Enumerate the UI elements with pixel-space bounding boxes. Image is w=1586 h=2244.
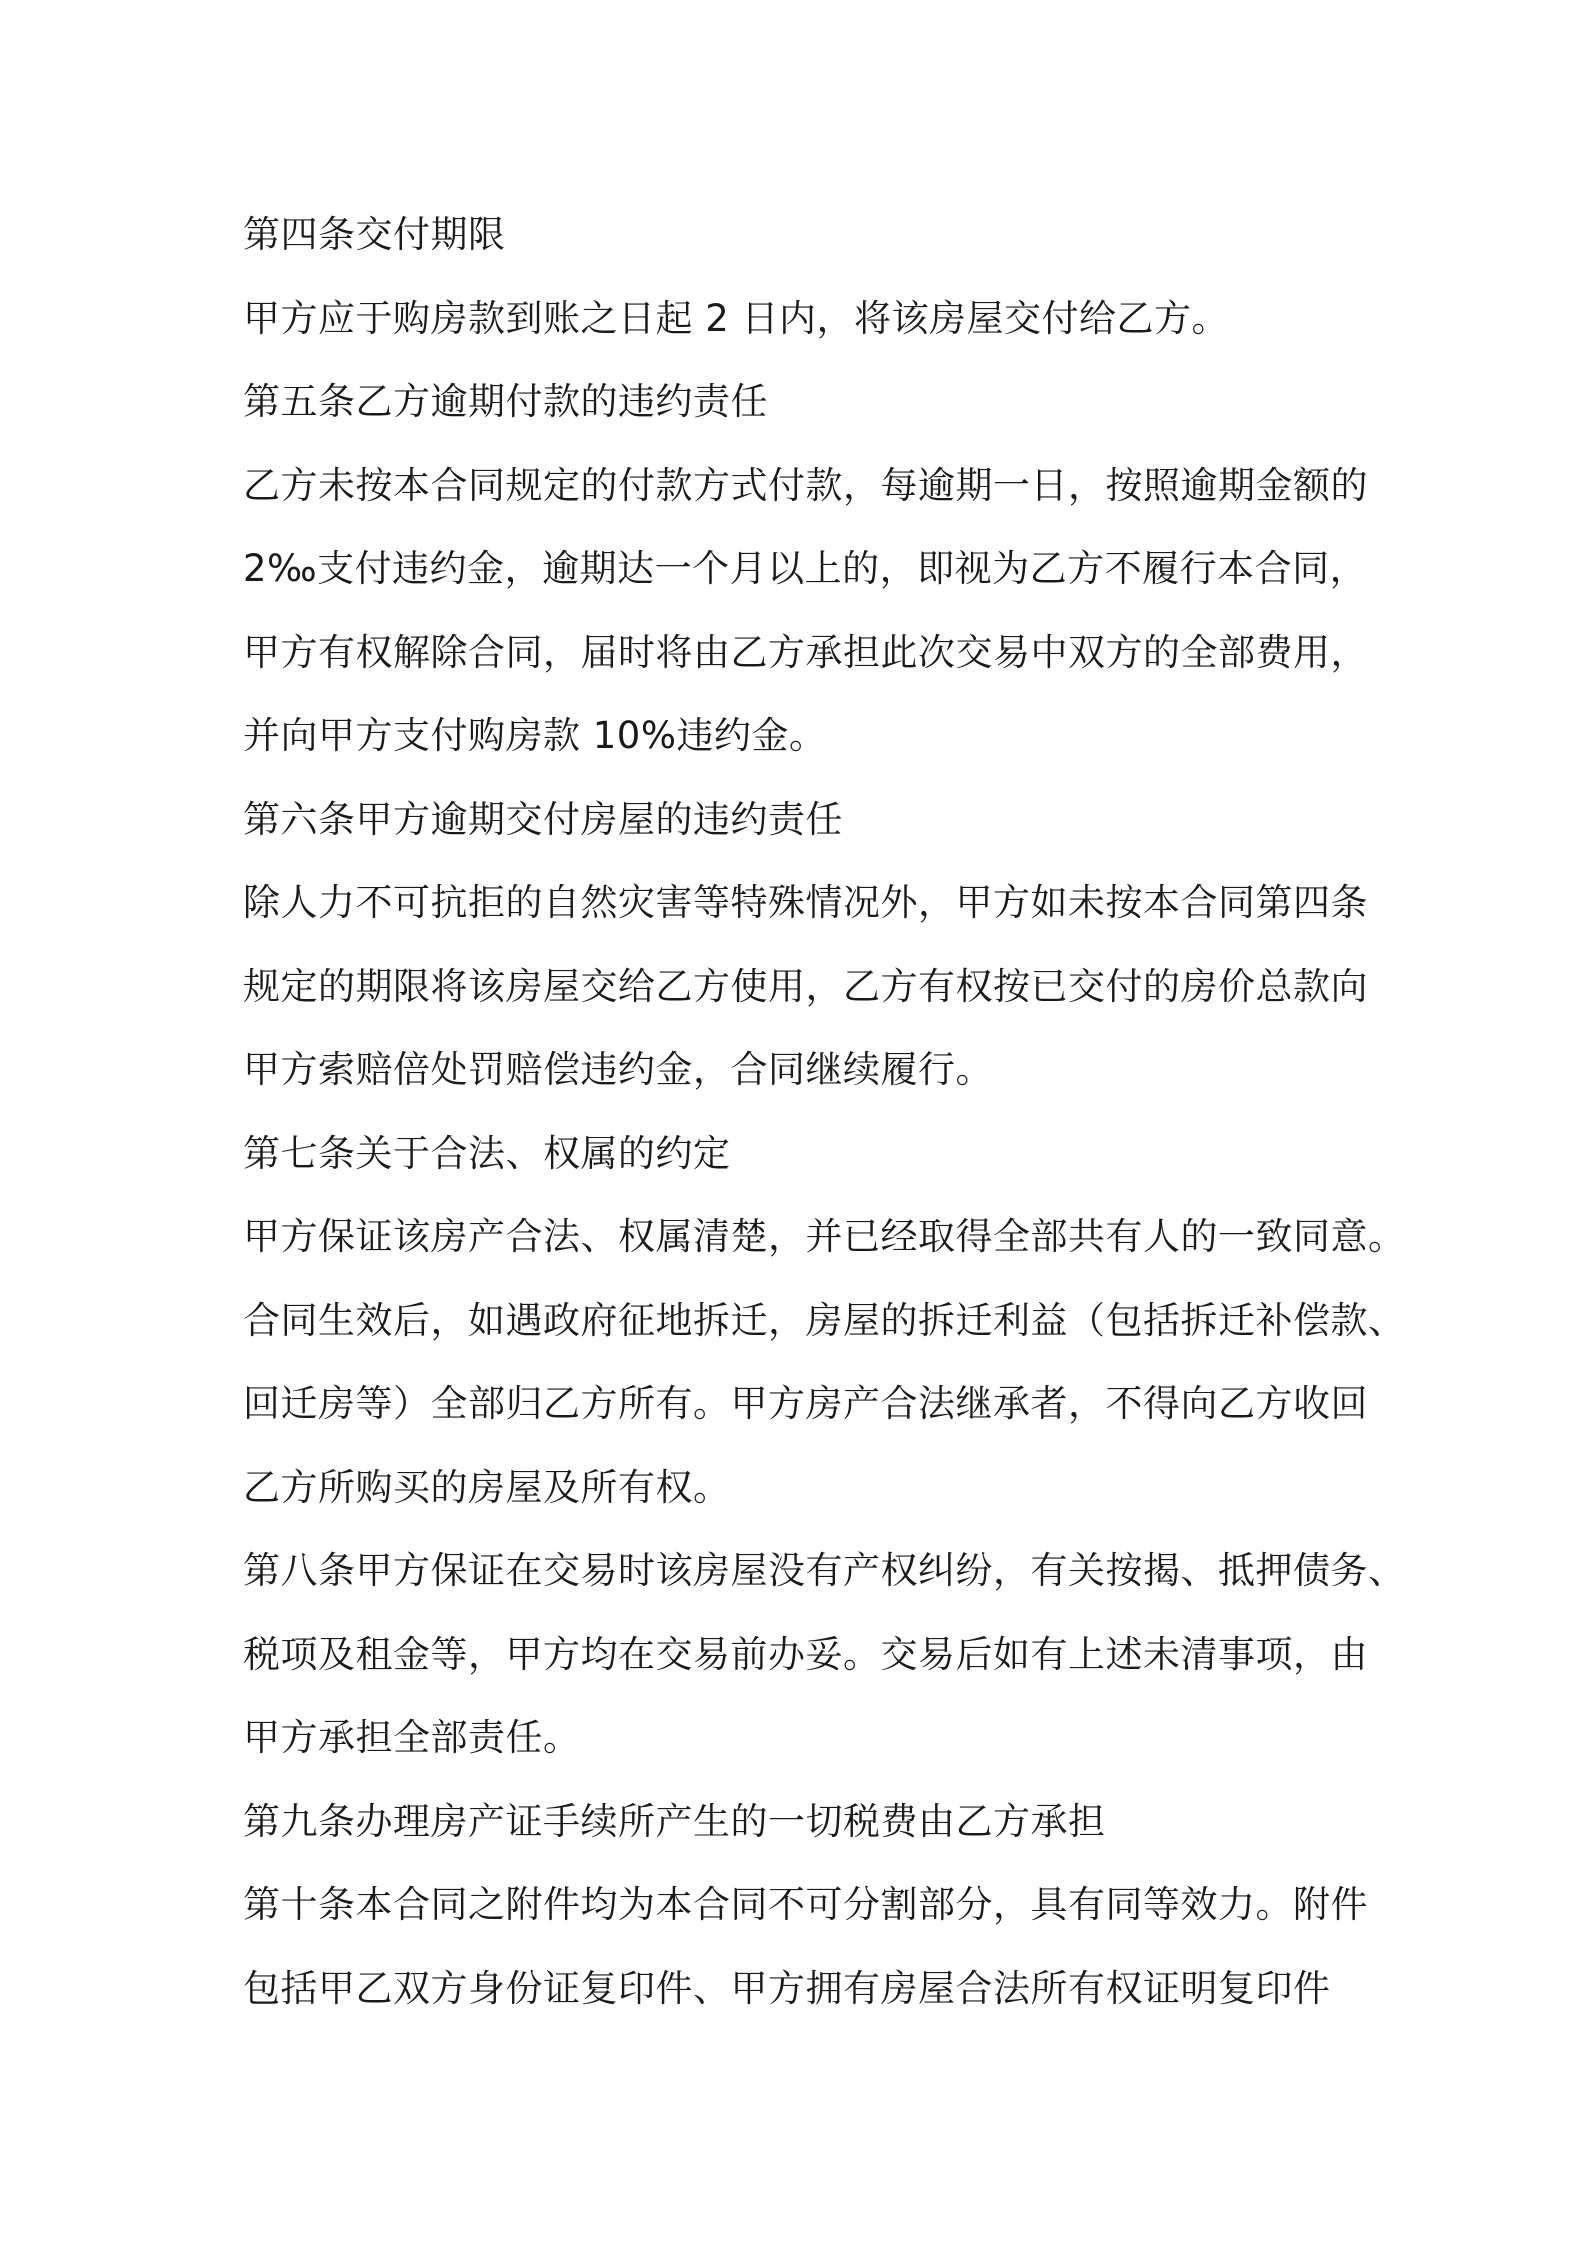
contract-text-block [243, 193, 1406, 2030]
clause-7-body-line: 合同生效后，如遇政府征地拆迁，房屋的拆迁利益（包括拆迁补偿款、 [243, 1298, 1406, 1342]
clause-8-text-line: 第八条甲方保证在交易时该房屋没有产权纠纷，有关按揭、抵押债务、 [243, 1549, 1406, 1592]
clause-6-body-line: 除人力不可抗拒的自然灾害等特殊情况外，甲方如未按本合同第四条 [243, 881, 1368, 924]
clause-5-body-line: 甲方有权解除合同，届时将由乙方承担此次交易中双方的全部费用， [243, 630, 1368, 674]
clause-7-body-line: 回迁房等）全部归乙方所有。甲方房产合法继承者，不得向乙方收回 [243, 1382, 1368, 1425]
clause-10-text-line: 包括甲乙双方身份证复印件、甲方拥有房屋合法所有权证明复印件 [243, 1966, 1331, 2010]
clause-6-heading: 第六条甲方逾期交付房屋的违约责任 [243, 797, 843, 841]
clause-9-text-line: 第九条办理房产证手续所产生的一切税费由乙方承担 [243, 1799, 1106, 1843]
clause-5-heading: 第五条乙方逾期付款的违约责任 [243, 380, 768, 423]
clause-5-body-line: 乙方未按本合同规定的付款方式付款，每逾期一日，按照逾期金额的 [243, 463, 1368, 507]
clause-8-text-line: 税项及租金等，甲方均在交易前办妥。交易后如有上述未清事项，由 [243, 1632, 1368, 1676]
clause-10-text-line: 第十条本合同之附件均为本合同不可分割部分，具有同等效力。附件 [243, 1883, 1368, 1926]
clause-4-body-line: 甲方应于购房款到账之日起 2 日内，将该房屋交付给乙方。 [243, 296, 1230, 340]
clause-6-body-line: 规定的期限将该房屋交给乙方使用，乙方有权按已交付的房价总款向 [243, 964, 1368, 1008]
clause-4-heading: 第四条交付期限 [243, 213, 506, 256]
clause-7-body-line: 甲方保证该房产合法、权属清楚，并已经取得全部共有人的一致同意。 [243, 1215, 1406, 1258]
clause-5-body-line: 2‰支付违约金，逾期达一个月以上的，即视为乙方不履行本合同， [243, 547, 1368, 590]
clause-5-body-line: 并向甲方支付购房款 10%违约金。 [243, 714, 827, 757]
clause-7-body-line: 乙方所购买的房屋及所有权。 [243, 1465, 731, 1509]
clause-7-heading: 第七条关于合法、权属的约定 [243, 1131, 731, 1175]
clause-8-text-line: 甲方承担全部责任。 [243, 1716, 581, 1759]
clause-6-body-line: 甲方索赔倍处罚赔偿违约金，合同继续履行。 [243, 1048, 993, 1091]
